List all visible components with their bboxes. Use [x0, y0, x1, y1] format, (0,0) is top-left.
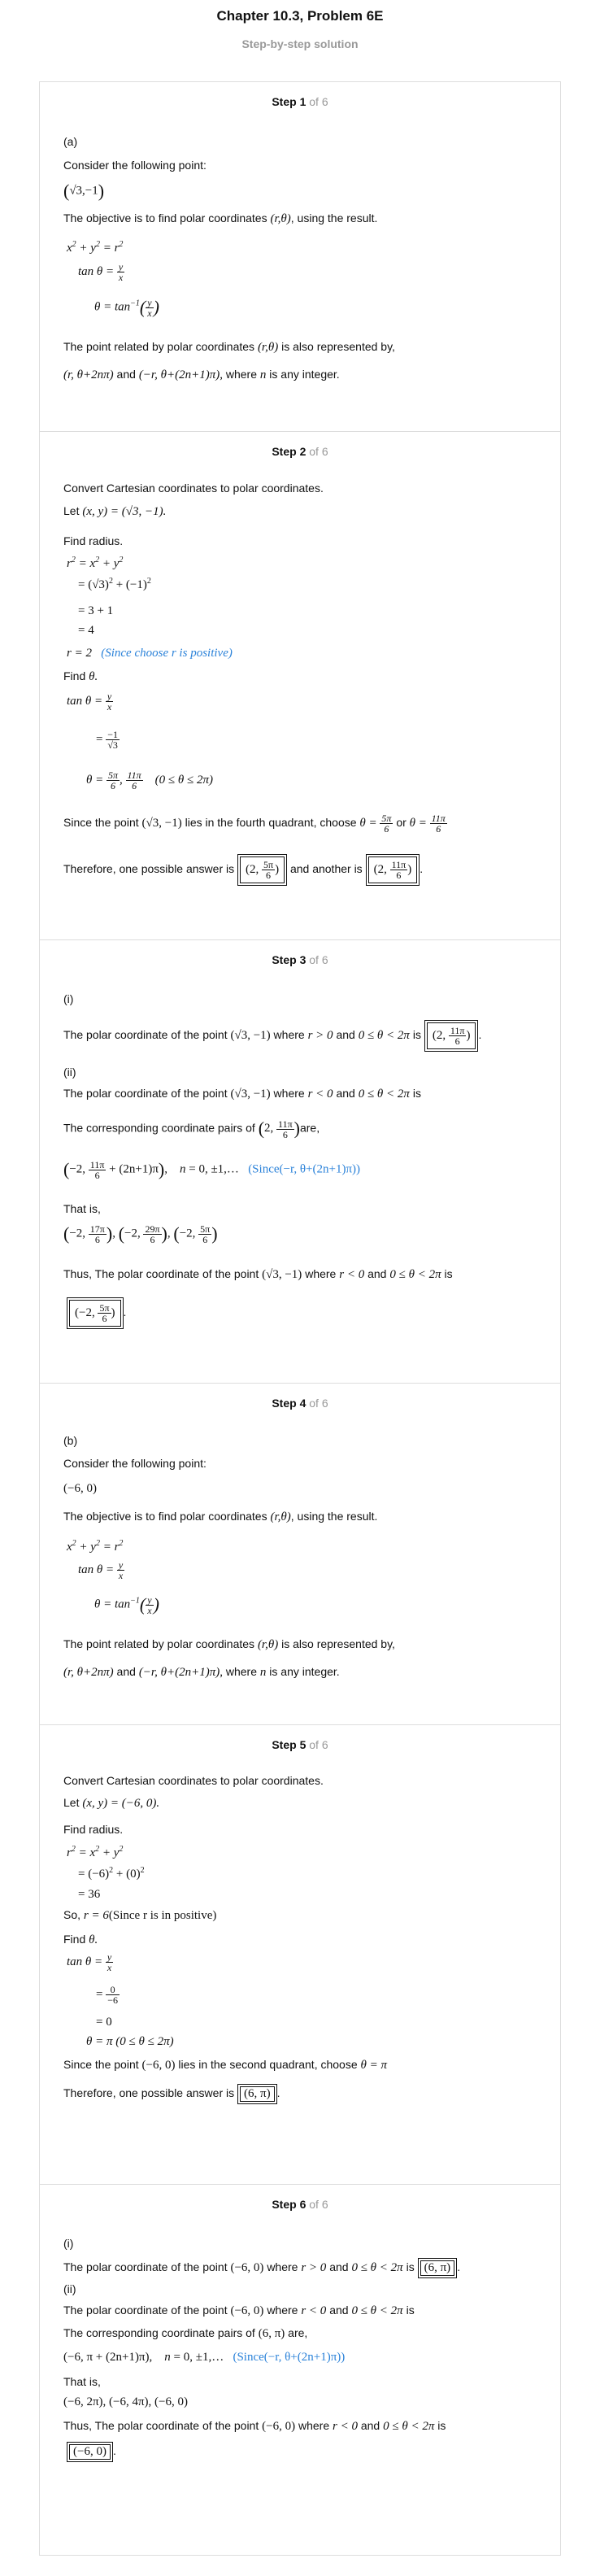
thus-line: Thus, The polar coordinate of the point (−6, 0) where r < 0 and 0 ≤ θ < 2π is — [63, 2419, 446, 2433]
eq-theta-vals: θ = $\frac{5\pi}{6}$ , $\frac{11\pi}{6}$ (0 ≤ θ ≤ 2π) — [86, 769, 213, 791]
final-neg: (−6, 0) . — [67, 2442, 116, 2462]
corr-pairs: The corresponding coordinate pairs of (6, π) are, — [63, 2326, 308, 2340]
find-theta: Find θ. — [63, 669, 98, 683]
eq-arctan: $\theta = \tan^{-1}$( $\frac{y}{x}$ ) — [94, 296, 159, 319]
eq-tan: tan θ = $\frac{y}{x}$ — [67, 1951, 112, 1973]
that-is: That is, — [63, 1202, 101, 1215]
part-i: (i) — [63, 2237, 74, 2250]
eq-r-squared: $x^2 + y^2 = r^2$ — [67, 1539, 124, 1554]
solution-header — [0, 8, 600, 50]
eq-tan-val: = $\frac{-1}{√3}$ — [96, 729, 118, 751]
pairs-list: (−2, $\frac{17\pi}{6}$ ), (−2, $\frac{29\pi}{6}$ ), (−2, $\frac{5\pi}{6}$ ) — [63, 1223, 218, 1245]
pairs-expr: (−6, π + (2n+1)π), n = 0, ±1,… (Since(−r, θ+(2n+1)π)) — [63, 2351, 346, 2364]
part-ii: (ii) — [63, 1066, 76, 1079]
convert-text: Convert Cartesian coordinates to polar coordinates. — [63, 482, 324, 495]
convert-text: Convert Cartesian coordinates to polar coordinates. — [63, 1774, 324, 1787]
polar-neg: The polar coordinate of the point (−6, 0) where r < 0 and 0 ≤ θ < 2π is — [63, 2304, 415, 2317]
answer-box-neg: (−2, $\frac{5\pi}{6}$ ) — [67, 1297, 124, 1329]
equiv-expr: (r, θ+2nπ) and (−r, θ+(2n+1)π), where n is any integer. — [63, 368, 340, 381]
let-expr: Let (x, y) = (−6, 0). — [63, 1796, 160, 1810]
step-5-title: Step 5 of 6 — [272, 1738, 328, 1751]
polar-neg: The polar coordinate of the point (√3, −1) where r < 0 and 0 ≤ θ < 2π is — [63, 1087, 421, 1101]
point-expr: (−6, 0) — [63, 1482, 97, 1495]
final-neg: (−2, $\frac{5\pi}{6}$ ) . — [67, 1297, 126, 1329]
eq-sum: = 3 + 1 — [78, 604, 114, 617]
answer-box: (6, π) — [237, 2084, 277, 2104]
find-radius: Find radius. — [63, 1823, 124, 1836]
related-text: The point related by polar coordinates (r,θ) is also represented by, — [63, 1637, 395, 1651]
step-2-title: Step 2 of 6 — [272, 445, 328, 458]
objective-text: The objective is to find polar coordinates (r,θ), using the result. — [63, 211, 378, 225]
eq-four: = 4 — [78, 624, 94, 637]
eq-sub: = $(√3)^2 + (-1)^2$ — [78, 577, 151, 591]
polar-pos: The polar coordinate of the point (√3, −1) where r > 0 and 0 ≤ θ < 2π is (2, $\frac{11\pi}{6}$ ) . — [63, 1020, 481, 1052]
eq-theta-pi: θ = π (0 ≤ θ ≤ 2π) — [86, 2035, 174, 2048]
eq-tan-val: = $\frac{0}{-6}$ — [96, 1984, 118, 2006]
point-expr: (√3,−1) — [63, 181, 105, 201]
answer-box-1: (2, $\frac{5\pi}{6}$ ) — [237, 854, 287, 886]
eq-36: = 36 — [78, 1888, 101, 1901]
so-line: So, r = 6(Since r is in positive) — [63, 1908, 217, 1922]
find-radius: Find radius. — [63, 534, 124, 547]
answer-box-neg: (−6, 0) — [67, 2442, 113, 2462]
polar-pos: The polar coordinate of the point (−6, 0) where r > 0 and 0 ≤ θ < 2π is (6, π) . — [63, 2258, 460, 2278]
thus-line: Thus, The polar coordinate of the point (√3, −1) where r < 0 and 0 ≤ θ < 2π is — [63, 1267, 453, 1281]
let-expr: Let (x, y) = (√3, −1). — [63, 504, 167, 518]
step-3-title: Step 3 of 6 — [272, 953, 328, 966]
page-subtitle: Step-by-step solution — [241, 37, 359, 50]
objective-text: The objective is to find polar coordinates (r,θ), using the result. — [63, 1510, 378, 1523]
answer-line: Therefore, one possible answer is (6, π) . — [63, 2084, 280, 2104]
related-text: The point related by polar coordinates (r,θ) is also represented by, — [63, 340, 395, 354]
eq-r2: $r^2 = x^2 + y^2$ — [67, 556, 124, 570]
fourth-quadrant: Since the point (√3, −1) lies in the fourth quadrant, choose θ = $\frac{5\pi}{6}$ or θ = $\frac{11\pi}{6}$ — [63, 813, 446, 835]
eq-r-val: r = 2 (Since choose r is positive) — [67, 647, 233, 660]
eq-tan: tan θ = $\frac{y}{x}$ — [67, 691, 112, 713]
pairs-expr: (−2, $\frac{11\pi}{6}$ + (2n+1)π), n = 0, ±1,… (Since(−r, θ+(2n+1)π)) — [63, 1158, 361, 1181]
eq-r-squared: $x^2 + y^2 = r^2$ — [67, 240, 124, 255]
step-4-title: Step 4 of 6 — [272, 1397, 328, 1410]
step-6-panel — [39, 2184, 561, 2556]
equiv-expr: (r, θ+2nπ) and (−r, θ+(2n+1)π), where n is any integer. — [63, 1665, 340, 1679]
answer-box-pos: (2, $\frac{11\pi}{6}$ ) — [424, 1020, 479, 1052]
step-6-title: Step 6 of 6 — [272, 2198, 328, 2211]
consider-text: Consider the following point: — [63, 1457, 207, 1470]
eq-tan-theta: tan θ = $\frac{y}{x}$ — [78, 261, 124, 283]
since-note: (Since choose r is positive) — [101, 647, 233, 660]
part-label: (a) — [63, 135, 78, 148]
step-1-title: Step 1 of 6 — [272, 95, 328, 108]
find-theta: Find θ. — [63, 1933, 98, 1946]
eq-arctan: $\theta = \tan^{-1}$( $\frac{y}{x}$ ) — [94, 1593, 159, 1616]
step-5-panel — [39, 1724, 561, 2185]
eq-r2: $r^2 = x^2 + y^2$ — [67, 1845, 124, 1859]
second-quadrant: Since the point (−6, 0) lies in the second quadrant, choose θ = π — [63, 2058, 388, 2072]
consider-text: Consider the following point: — [63, 159, 207, 172]
that-is: That is, — [63, 2375, 101, 2388]
eq-zero: = 0 — [96, 2016, 112, 2029]
part-i: (i) — [63, 992, 74, 1005]
page-title: Chapter 10.3, Problem 6E — [216, 8, 384, 24]
answer-box-pos: (6, π) — [418, 2258, 458, 2278]
answer-line: Therefore, one possible answer is (2, $\frac{5\pi}{6}$ ) and another is (2, $\frac{11\pi}{6}$ ) . — [63, 854, 423, 886]
eq-tan-theta: tan θ = $\frac{y}{x}$ — [78, 1559, 124, 1581]
eq-sub: = $(-6)^2 + (0)^2$ — [78, 1866, 145, 1881]
part-ii: (ii) — [63, 2282, 76, 2295]
answer-box-2: (2, $\frac{11\pi}{6}$ ) — [366, 854, 420, 886]
part-label: (b) — [63, 1434, 78, 1447]
pairs-list: (−6, 2π), (−6, 4π), (−6, 0) — [63, 2395, 188, 2408]
corr-pairs: The corresponding coordinate pairs of (2, $\frac{11\pi}{6}$ )are, — [63, 1118, 320, 1140]
